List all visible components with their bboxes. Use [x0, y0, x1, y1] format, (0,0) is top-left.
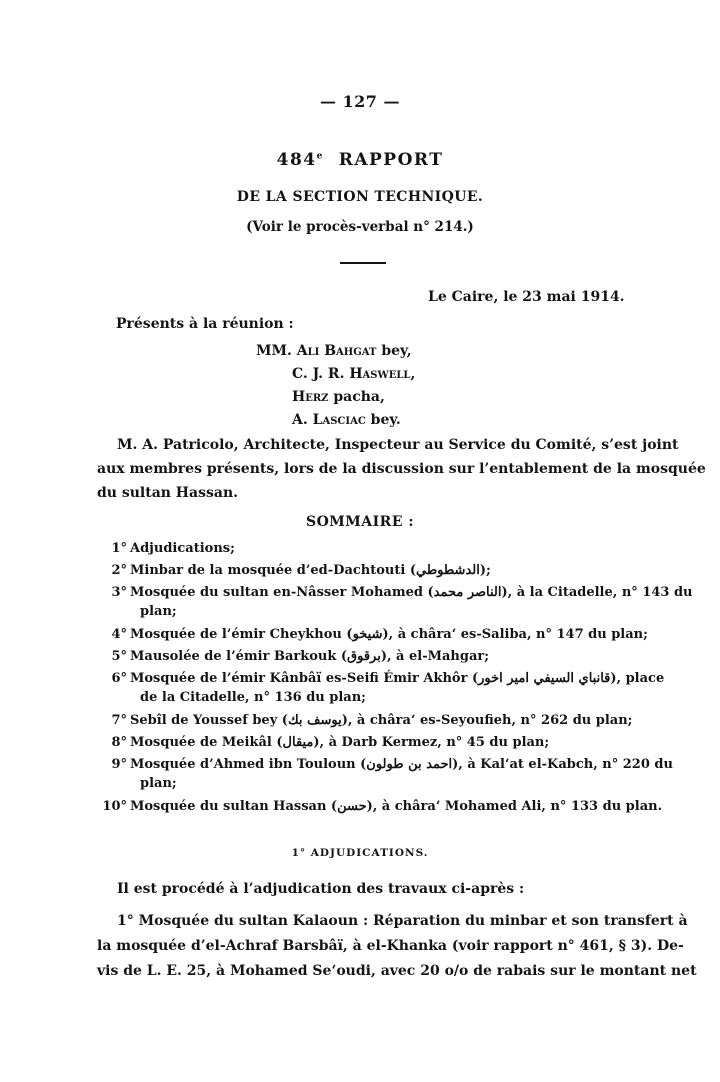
member-prefix: MM. — [256, 343, 292, 359]
section-line: la mosquée d’el-Achraf Barsbâï, à el-Khanka (voir rapport n° 461, § 3). De- — [97, 938, 684, 954]
summary-item-text: Mosquée du sultan Hassan (حسن), à châra‘ Mohamed Ali, n° 133 du plan. — [130, 799, 663, 814]
member-line — [292, 366, 415, 382]
member-name: A. Lasciac — [292, 412, 366, 428]
summary-item — [97, 711, 632, 731]
section-line: vis de L. E. 25, à Mohamed Se‘oudi, avec 20 o/o de rabais sur le montant net — [97, 963, 697, 979]
summary-item-text: Mosquée d’Ahmed ibn Touloun (احمد بن طولون), à Kal‘at el-Kabch, n° 220 du — [130, 757, 673, 772]
summary-item — [97, 647, 489, 667]
summary-item-number: 9° — [111, 757, 127, 772]
summary-title: SOMMAIRE : — [305, 514, 415, 530]
summary-item-text: Mosquée du sultan en-Nâsser Mohamed (الناصر محمد), à la Citadelle, n° 143 du — [130, 585, 693, 600]
summary-item — [97, 669, 664, 689]
report-heading — [0, 150, 720, 170]
member-name: Herz — [292, 389, 329, 405]
member-suffix: , — [410, 366, 416, 382]
summary-item-number: 10° — [102, 799, 127, 814]
summary-item-number: 2° — [111, 563, 127, 578]
summary-item-number: 3° — [111, 585, 127, 600]
member-name: C. J. R. Haswell — [292, 366, 411, 382]
intro-line: aux membres présents, lors de la discussion sur l’entablement de la mosquée — [97, 461, 706, 477]
summary-item-continuation: plan; — [140, 776, 177, 791]
summary-item-continuation: de la Citadelle, n° 136 du plan; — [140, 690, 366, 705]
section-intro: Il est procédé à l’adjudication des travaux ci-après : — [117, 881, 525, 897]
summary-item-continuation: plan; — [140, 604, 177, 619]
summary-item-number: 8° — [111, 735, 127, 750]
summary-item — [97, 561, 491, 581]
summary-item-number: 5° — [111, 649, 127, 664]
report-reference: (Voir le procès-verbal n° 214.) — [246, 219, 474, 235]
title-rule — [340, 262, 386, 264]
section-heading: 1° ADJUDICATIONS. — [291, 847, 429, 859]
page-number: — 127 — — [319, 92, 401, 111]
intro-line: M. A. Patricolo, Architecte, Inspecteur au Service du Comité, s’est joint — [117, 437, 679, 453]
summary-item — [97, 539, 235, 559]
report-number-sup: e — [316, 151, 324, 162]
member-suffix: pacha, — [333, 389, 385, 405]
member-line — [292, 389, 385, 405]
summary-item-number: 7° — [111, 713, 127, 728]
summary-item-text: Adjudications; — [130, 541, 235, 556]
intro-line: du sultan Hassan. — [97, 485, 238, 501]
member-suffix: bey. — [370, 412, 401, 428]
dateline: Le Caire, le 23 mai 1914. — [428, 289, 625, 305]
summary-item — [97, 733, 549, 753]
summary-item-text: Minbar de la mosquée d’ed-Dachtouti (الدشطوطي); — [130, 563, 491, 578]
summary-item-number: 6° — [111, 671, 127, 686]
summary-item — [97, 755, 673, 775]
summary-item — [97, 583, 693, 603]
present-label: Présents à la réunion : — [116, 316, 294, 332]
member-line — [292, 412, 401, 428]
summary-item-text: Mosquée de l’émir Kânbâï es-Seifi Émir Akhôr (قانباي السيفي امير اخور), place — [130, 671, 665, 686]
member-name: Ali Bahgat — [296, 343, 377, 359]
summary-item — [97, 625, 648, 645]
summary-item-number: 1° — [111, 541, 127, 556]
section-line: 1° Mosquée du sultan Kalaoun : Réparation du minbar et son transfert à — [117, 913, 688, 929]
summary-item — [92, 797, 662, 817]
intro-paragraph — [97, 433, 706, 505]
summary-item-number: 4° — [111, 627, 127, 642]
member-suffix: bey, — [381, 343, 412, 359]
summary-item-text: Mosquée de l’émir Cheykhou (شيخو), à châra‘ es-Saliba, n° 147 du plan; — [130, 627, 648, 642]
summary-item-text: Mausolée de l’émir Barkouk (برقوق), à el-Mahgar; — [130, 649, 490, 664]
member-line — [256, 343, 412, 359]
summary-item-text: Mosquée de Meikâl (ميقال), à Darb Kermez, n° 45 du plan; — [130, 735, 550, 750]
report-section: DE LA SECTION TECHNIQUE. — [236, 189, 484, 205]
report-word: RAPPORT — [338, 150, 444, 170]
summary-item-text: Sebîl de Youssef bey (يوسف بك), à châra‘ es-Seyoufieh, n° 262 du plan; — [130, 713, 633, 728]
section-paragraph — [97, 909, 697, 984]
report-number: 484 — [276, 150, 317, 170]
